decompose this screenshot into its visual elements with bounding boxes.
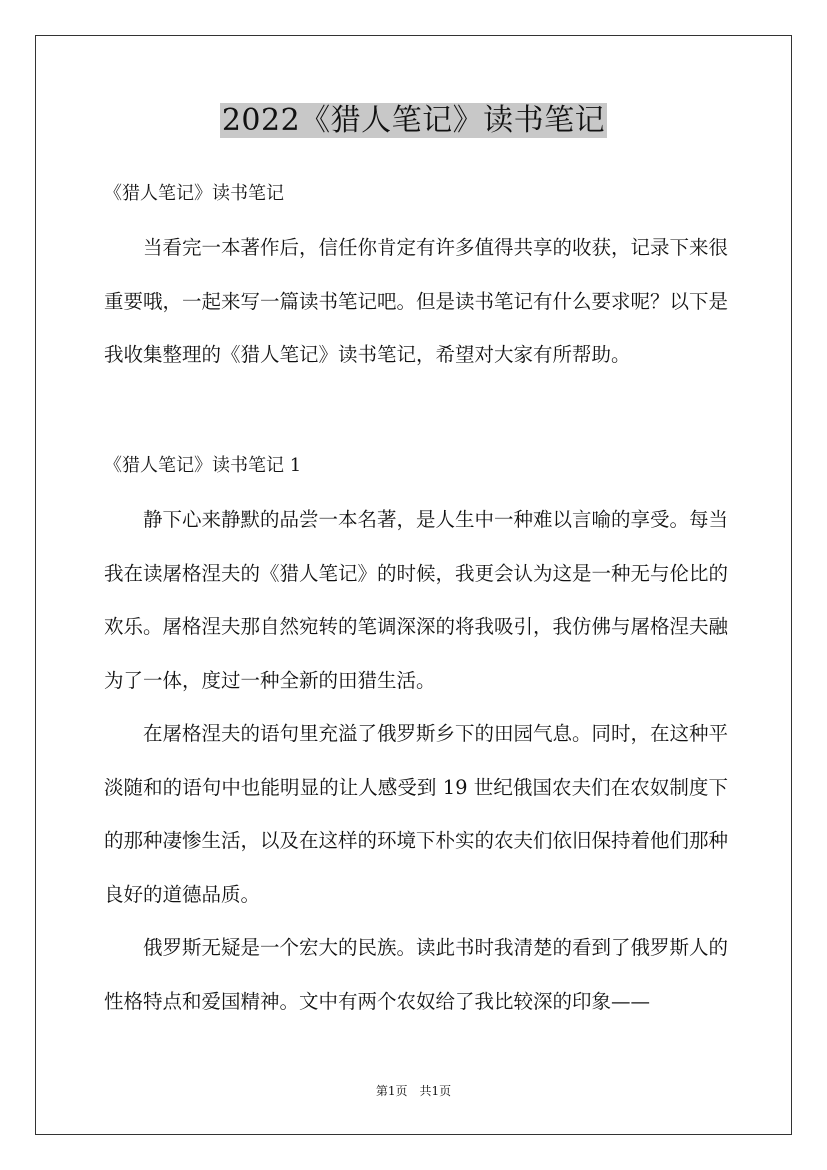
section-heading-1: 《猎人笔记》读书笔记 1	[104, 455, 302, 476]
body-paragraph-3: 俄罗斯无疑是一个宏大的民族。读此书时我清楚的看到了俄罗斯人的性格特点和爱国精神。文中有两个农奴给了我比较深的印象——	[104, 936, 729, 1013]
body-paragraph-1: 静下心来静默的品尝一本名著，是人生中一种难以言喻的享受。每当我在读屠格涅夫的《猎人笔记》的时候，我更会认为这是一种无与伦比的欢乐。屠格涅夫那自然宛转的笔调深深的将我吸引，我仿佛与屠格涅夫融为了一体，度过一种全新的田猎生活。	[104, 508, 729, 692]
document-title	[0, 100, 827, 142]
title-text: 2022《猎人笔记》读书笔记	[221, 103, 606, 138]
intro-paragraph: 当看完一本著作后，信任你肯定有许多值得共享的收获，记录下来很重要哦，一起来写一篇读书笔记吧。但是读书笔记有什么要求呢？以下是我收集整理的《猎人笔记》读书笔记，希望对大家有所帮助。	[104, 236, 729, 366]
section-heading: 《猎人笔记》读书笔记	[104, 183, 284, 204]
page-footer: 第1页 共1页	[375, 1084, 452, 1098]
body-paragraph-2: 在屠格涅夫的语句里充溢了俄罗斯乡下的田园气息。同时，在这种平淡随和的语句中也能明显的让人感受到 19 世纪俄国农夫们在农奴制度下的那种凄惨生活，以及在这样的环境下朴实的农夫们依旧保持着他们那种良好的道德品质。	[104, 722, 729, 906]
